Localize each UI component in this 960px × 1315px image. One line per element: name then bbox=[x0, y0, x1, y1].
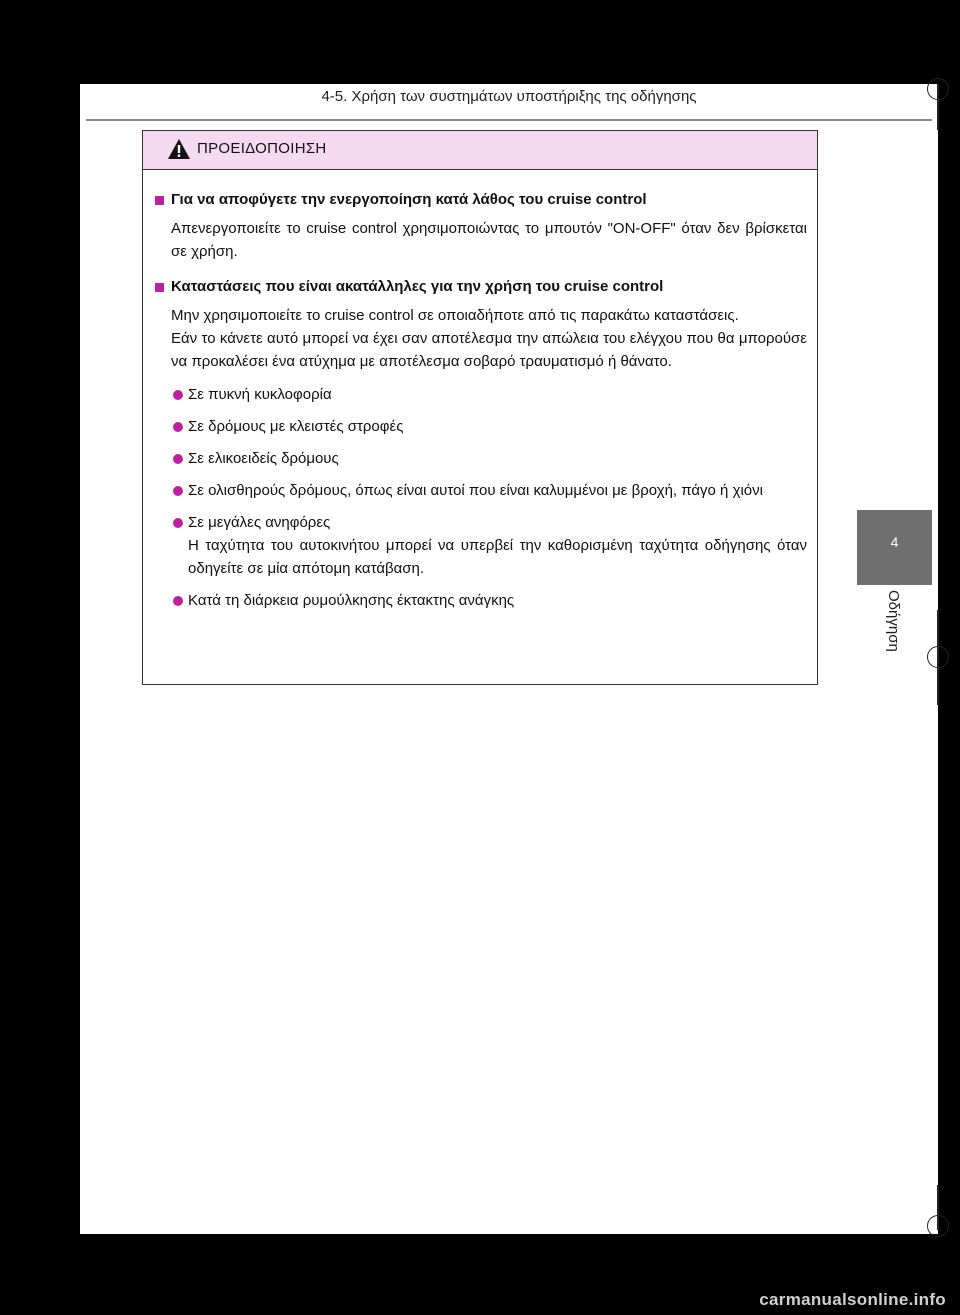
list-item bbox=[153, 447, 807, 470]
list-item bbox=[153, 383, 807, 406]
section-paragraph: Μην χρησιμοποιείτε το cruise control σε οποιαδήποτε από τις παρακάτω καταστάσεις. bbox=[171, 307, 739, 324]
watermark-text: carmanualsonline.info bbox=[759, 1290, 946, 1309]
round-bullet-icon bbox=[173, 454, 183, 464]
list-item-text: Σε δρόμους με κλειστές στροφές bbox=[188, 418, 404, 435]
chapter-number: 4 bbox=[890, 534, 899, 550]
round-bullet-icon bbox=[173, 596, 183, 606]
manual-page bbox=[80, 84, 938, 1234]
section-title-text: Για να αποφύγετε την ενεργοποίηση κατά λάθος του cruise control bbox=[171, 191, 647, 208]
registration-mark-icon bbox=[927, 646, 949, 668]
round-bullet-icon bbox=[173, 422, 183, 432]
section-title bbox=[153, 275, 807, 298]
square-bullet-icon bbox=[155, 196, 164, 205]
list-item bbox=[153, 589, 807, 612]
list-item-text: Σε πυκνή κυκλοφορία bbox=[188, 386, 332, 403]
list-item-text: Σε ελικοειδείς δρόμους bbox=[188, 450, 339, 467]
registration-mark-icon bbox=[927, 78, 949, 100]
warning-box bbox=[142, 130, 818, 685]
round-bullet-icon bbox=[173, 518, 183, 528]
list-item bbox=[153, 415, 807, 438]
list-item-text: Σε μεγάλες ανηφόρες bbox=[188, 514, 331, 531]
section-title-text: Καταστάσεις που είναι ακατάλληλες για την χρήση του cruise control bbox=[171, 278, 664, 295]
chapter-label-text: Οδήγηση bbox=[885, 590, 902, 652]
round-bullet-icon bbox=[173, 390, 183, 400]
round-bullet-icon bbox=[173, 486, 183, 496]
warning-body bbox=[143, 170, 817, 612]
chapter-tab bbox=[857, 510, 932, 585]
warning-triangle-icon bbox=[167, 138, 191, 160]
list-item bbox=[153, 511, 807, 580]
warning-label: ΠΡΟΕΙΔΟΠΟΙΗΣΗ bbox=[197, 140, 327, 157]
list-item-note: Η ταχύτητα του αυτοκινήτου μπορεί να υπερβεί την καθορισμένη ταχύτητα οδήγησης όταν οδηγείτε σε μία απότομη κατάβαση. bbox=[188, 537, 807, 577]
chapter-label bbox=[857, 590, 932, 680]
list-item bbox=[153, 479, 807, 502]
section-paragraph: Απενεργοποιείτε το cruise control χρησιμοποιώντας το μπουτόν "ON-OFF" όταν δεν βρίσκεται σε χρήση. bbox=[171, 220, 807, 260]
warning-header bbox=[143, 131, 817, 170]
bullet-list bbox=[153, 383, 807, 612]
header-divider bbox=[86, 119, 932, 121]
registration-mark-icon bbox=[927, 1215, 949, 1237]
section-paragraph: Εάν το κάνετε αυτό μπορεί να έχει σαν αποτέλεσμα την απώλεια του ελέγχου που θα μπορούσε να προκαλέσει ένα ατύχημα με αποτέλεσμα σοβαρό τραυματισμό ή θάνατο. bbox=[171, 330, 807, 370]
list-item-text: Κατά τη διάρκεια ρυμούλκησης έκτακτης ανάγκης bbox=[188, 592, 515, 609]
square-bullet-icon bbox=[155, 283, 164, 292]
page-header-title: 4-5. Χρήση των συστημάτων υποστήριξης της οδήγησης bbox=[321, 88, 697, 105]
list-item-text: Σε ολισθηρούς δρόμους, όπως είναι αυτοί που είναι καλυμμένοι με βροχή, πάγο ή χιόνι bbox=[188, 482, 763, 499]
section-title bbox=[153, 188, 807, 211]
